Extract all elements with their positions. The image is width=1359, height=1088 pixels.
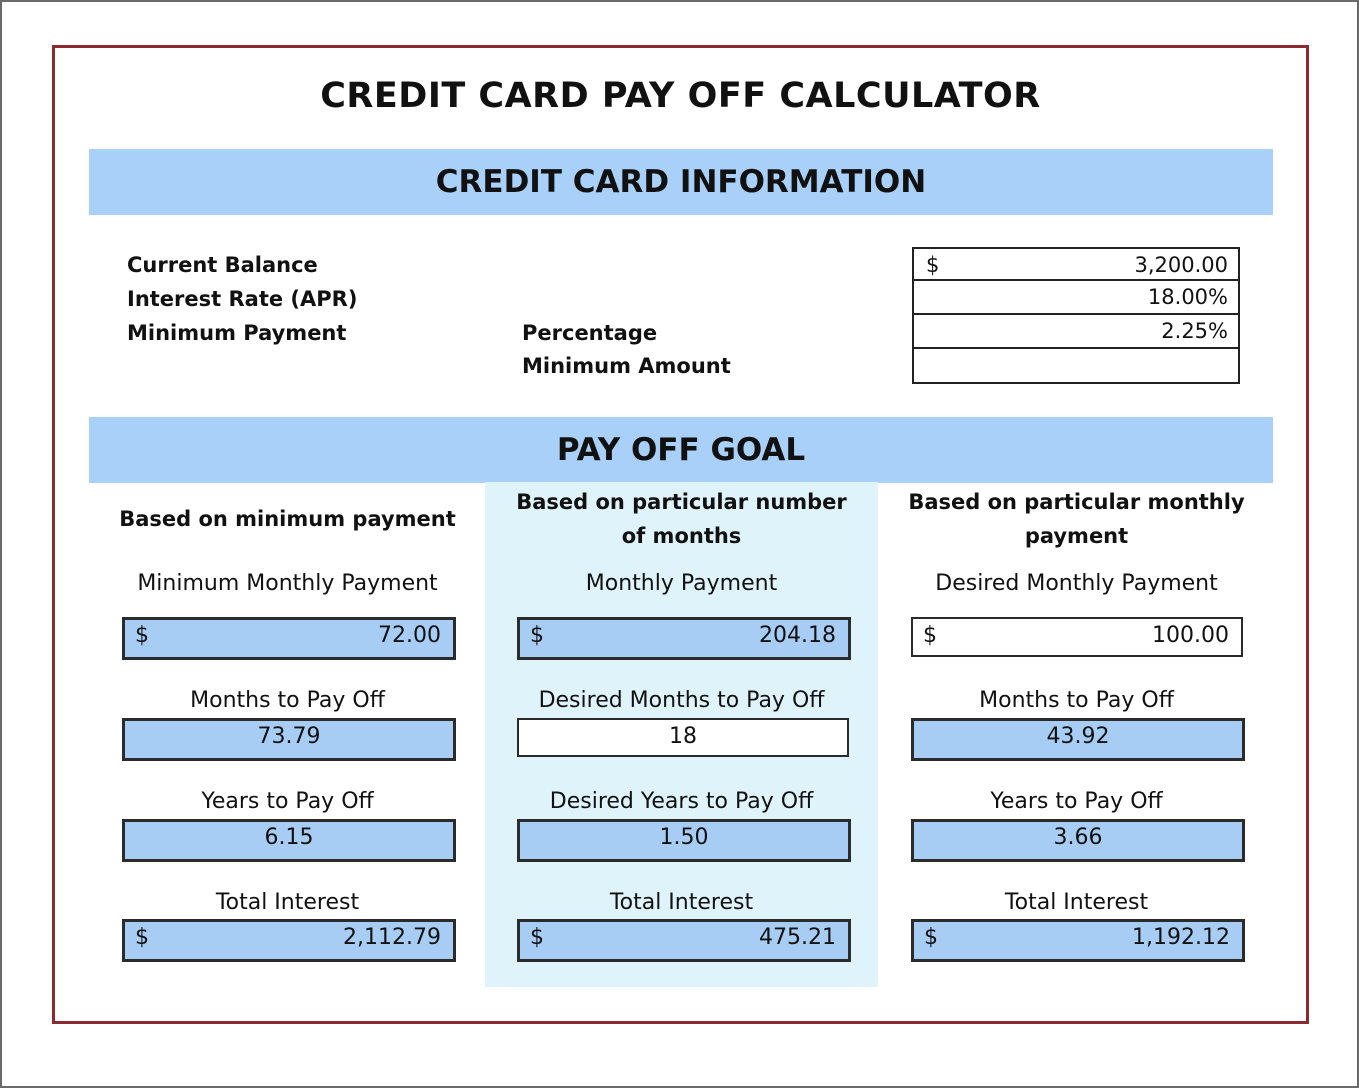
current-balance-label: Current Balance <box>127 253 318 277</box>
col3-interest-value: 1,192.12 <box>1132 925 1230 950</box>
currency-symbol: $ <box>924 925 938 950</box>
percentage-value: 2.25% <box>1161 319 1228 343</box>
col1-heading: Based on minimum payment <box>119 507 456 531</box>
col2-years-label: Desired Years to Pay Off <box>549 789 814 814</box>
col1-interest-label: Total Interest <box>215 890 360 915</box>
currency-symbol: $ <box>135 623 149 648</box>
col1-payment-box <box>122 617 456 660</box>
calculator-sheet <box>52 45 1309 1024</box>
col3-months-value: 43.92 <box>1046 724 1110 749</box>
percentage-label: Percentage <box>522 321 658 345</box>
percentage-field[interactable] <box>912 315 1240 349</box>
col2-payment-label: Monthly Payment <box>585 571 778 596</box>
col2-interest-label: Total Interest <box>609 890 754 915</box>
col3-payment-label: Desired Monthly Payment <box>935 571 1218 596</box>
col1-years-box <box>122 819 456 862</box>
minimum-amount-field[interactable] <box>912 349 1240 384</box>
minimum-amount-label: Minimum Amount <box>522 354 731 378</box>
col3-months-label: Months to Pay Off <box>979 688 1174 713</box>
col1-payment-label: Minimum Monthly Payment <box>137 571 438 596</box>
col2-interest-value: 475.21 <box>759 925 836 950</box>
col2-payment-value: 204.18 <box>759 623 836 648</box>
currency-symbol: $ <box>926 253 940 277</box>
col3-interest-label: Total Interest <box>1004 890 1149 915</box>
col1-months-value: 73.79 <box>257 724 321 749</box>
current-balance-field[interactable] <box>912 247 1240 281</box>
col3-payment-input[interactable] <box>911 617 1243 657</box>
col2-interest-box <box>517 919 851 962</box>
col3-years-box <box>911 819 1245 862</box>
col3-years-value: 3.66 <box>1053 825 1103 850</box>
col3-interest-box <box>911 919 1245 962</box>
col2-years-value: 1.50 <box>659 825 709 850</box>
minimum-payment-label: Minimum Payment <box>127 321 347 345</box>
col2-heading-line1: Based on particular number <box>516 490 847 514</box>
col1-interest-box <box>122 919 456 962</box>
col2-payment-box <box>517 617 851 660</box>
col1-months-label: Months to Pay Off <box>190 688 385 713</box>
currency-symbol: $ <box>923 623 937 648</box>
interest-rate-field[interactable] <box>912 281 1240 315</box>
col2-months-label: Desired Months to Pay Off <box>538 688 825 713</box>
currency-symbol: $ <box>135 925 149 950</box>
col3-months-box <box>911 718 1245 761</box>
interest-rate-value: 18.00% <box>1147 285 1228 309</box>
col1-interest-value: 2,112.79 <box>343 925 441 950</box>
col2-months-value: 18 <box>669 724 697 749</box>
col3-heading-line1: Based on particular monthly <box>908 490 1245 514</box>
currency-symbol: $ <box>530 925 544 950</box>
interest-rate-label: Interest Rate (APR) <box>127 287 358 311</box>
col1-years-value: 6.15 <box>264 825 314 850</box>
col1-months-box <box>122 718 456 761</box>
pay-off-goal-header: PAY OFF GOAL <box>89 417 1273 483</box>
credit-card-info-header: CREDIT CARD INFORMATION <box>89 149 1273 215</box>
col2-heading-line2: of months <box>621 524 742 548</box>
current-balance-value: 3,200.00 <box>1134 253 1228 277</box>
col2-months-input[interactable] <box>517 718 849 757</box>
col3-heading-line2: payment <box>1024 524 1129 548</box>
col3-years-label: Years to Pay Off <box>990 789 1163 814</box>
col1-payment-value: 72.00 <box>378 623 441 648</box>
page-title: CREDIT CARD PAY OFF CALCULATOR <box>320 76 1041 116</box>
currency-symbol: $ <box>530 623 544 648</box>
col1-years-label: Years to Pay Off <box>201 789 374 814</box>
col2-years-box <box>517 819 851 862</box>
col3-payment-value: 100.00 <box>1152 623 1229 648</box>
